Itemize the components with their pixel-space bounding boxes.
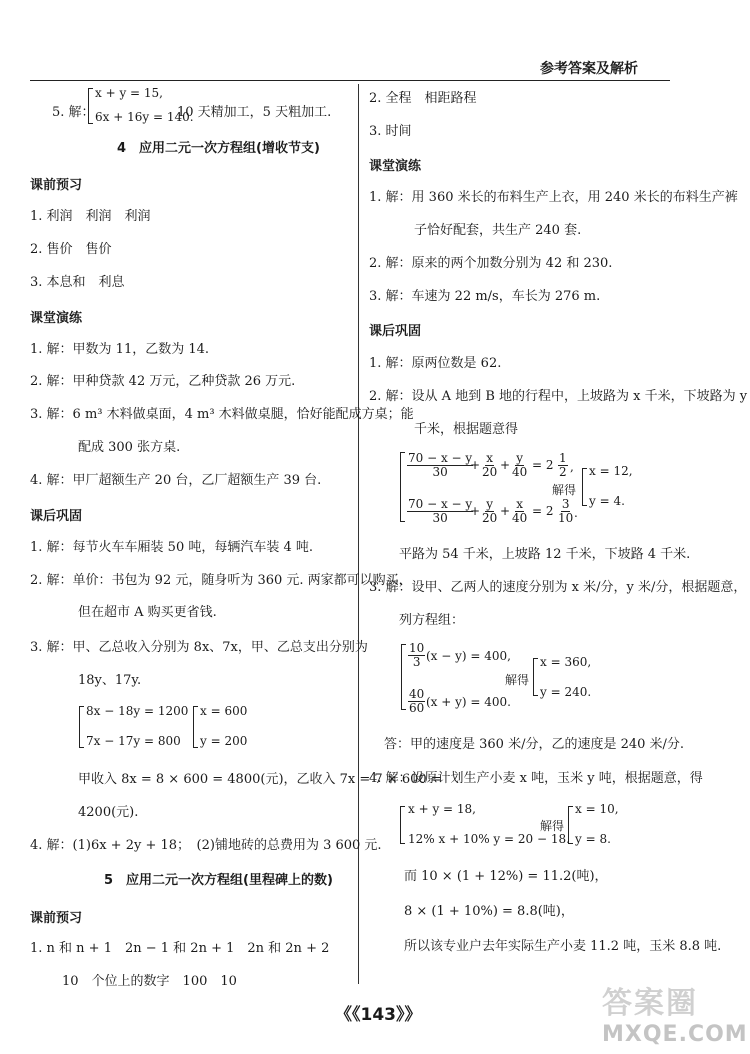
a3-income-line2: 4200(元). [78,805,139,820]
r-class-item-1-line2: 子恰好配套，共生产 240 套. [414,223,582,238]
class-item-3-line1: 3. 解：6 m³ 木料做桌面，4 m³ 木料做桌腿，恰好能配成方桌；能 [30,407,414,422]
ra2-mix2-den: 10 [558,511,574,525]
ra2-eq-2: = 2 [532,504,554,518]
ra2-sol-brace [582,468,587,506]
ra2-sol1: x = 12, [589,464,633,478]
ra2-frac1 [407,452,473,479]
page-deco-right: 》》 [396,1005,422,1025]
ra3-frac2-num: 40 [409,687,425,701]
pre-study-heading: 课前预习 [30,178,83,193]
ra2-frac1-den: 30 [432,465,448,479]
r-class-item-3: 3. 解：车速为 22 m/s，车长为 276 m. [369,289,601,304]
ra4-sol-brace [568,806,573,844]
r-item-3: 3. 时间 [369,124,412,139]
page-number-text: 143 [360,1005,396,1025]
ra2-frac5 [482,498,497,525]
ra2-frac6 [512,498,527,525]
ra4-eq2: 12% x + 10% y = 20 − 18. [408,832,570,846]
ra2-frac1-num: 70 − x − y [408,451,473,465]
ra2-frac6-den: 40 [512,511,528,525]
a3-eq2: 7x − 17y = 800 [86,734,181,748]
section-5-title: 5 应用二元一次方程组(里程碑上的数) [104,873,333,888]
ra2-frac4 [407,498,473,525]
a3-eq1: 8x − 18y = 1200 [86,704,189,718]
ra4-sol1: x = 10, [575,802,619,816]
header-title: 参考答案及解析 [540,61,638,77]
ra2-frac2-den: 20 [482,465,498,479]
pre-study-heading-2: 课前预习 [30,911,83,926]
ra2-period: . [574,506,578,520]
q5-label: 5. 解： [52,105,95,120]
section-4-title: 4 应用二元一次方程组(增收节支) [117,141,320,156]
ra2-result: 平路为 54 千米，上坡路 12 千米，下坡路 4 千米. [399,547,691,562]
after-item-3-line2: 18y、17y. [78,673,142,688]
after-item-2-line1: 2. 解：单价：书包为 92 元，随身听为 360 元. 两家都可以购买， [30,573,412,588]
page-deco-left: 《《 [335,1005,361,1025]
watermark [602,978,748,1050]
ra4-solve-label: 解得 [540,819,565,833]
ra2-frac5-den: 20 [482,511,498,525]
watermark-cn: 答案圈 [602,986,698,1021]
a3-eq-brace [79,706,84,748]
section5-pre-item-1: 1. n 和 n + 1 2n − 1 和 2n + 1 2n 和 2n + 2 [30,941,330,956]
ra2-mix1-num: 1 [559,451,567,465]
header-rule [30,80,670,81]
ra3-frac1-num: 10 [409,641,425,655]
ra2-comma: , [570,460,574,474]
ra2-frac2 [482,452,497,479]
ra4-eq1: x + y = 18, [408,802,476,816]
r-class-item-2: 2. 解：原来的两个加数分别为 42 和 230. [369,256,613,271]
class-item-1: 1. 解：甲数为 11，乙数为 14. [30,342,210,357]
q5-eq1: x + y = 15, [95,86,163,100]
class-item-3-line2: 配成 300 张方桌. [78,440,181,455]
r-after-item-4-line1: 4. 解：设原计划生产小麦 x 吨，玉米 y 吨，根据题意，得 [369,771,703,786]
after-item-2-line2: 但在超市 A 购买更省钱. [78,605,217,620]
ra2-frac3-den: 40 [512,465,528,479]
ra3-sol2: y = 240. [540,685,592,699]
ra2-frac4-den: 30 [432,511,448,525]
class-item-4: 4. 解：甲厂超额生产 20 台，乙厂超额生产 39 台. [30,473,322,488]
r-after-item-1: 1. 解：原两位数是 62. [369,356,502,371]
after-item-1: 1. 解：每节火车车厢装 50 吨，每辆汽车装 4 吨. [30,540,314,555]
ra2-plus-1: + [470,458,481,472]
section5-pre-item-1-cont: 10 个位上的数字 100 10 [62,974,237,989]
after-class-heading: 课后巩固 [30,509,83,524]
ra2-plus-3: + [470,504,481,518]
ra2-frac3 [512,452,527,479]
r-after-item-3-line1: 3. 解：设甲、乙两人的速度分别为 x 米/分，y 米/分，根据题意， [369,580,747,595]
ra4-calc2: 8 × (1 + 10%) = 8.8(吨)， [404,904,574,919]
r-after-class-heading: 课后巩固 [369,324,422,339]
r-class-item-1-line1: 1. 解：用 360 米长的布料生产上衣，用 240 米长的布料生产裤 [369,190,738,205]
ra2-frac5-num: y [486,497,494,511]
ra4-eq-brace [400,806,405,844]
ra2-eq-brace [400,452,405,522]
ra2-solve-label: 解得 [552,483,577,497]
ra2-mix1-den: 2 [559,465,567,479]
page-number [335,1000,422,1025]
ra4-sol2: y = 8. [575,832,611,846]
after-item-3-line1: 3. 解：甲、乙总收入分别为 8x、7x，甲、乙总支出分别为 [30,640,368,655]
pre-item-1: 1. 利润 利润 利润 [30,209,151,224]
ra4-calc1: 而 10 × (1 + 12%) = 11.2(吨)， [404,869,608,884]
a3-income-line1: 甲收入 8x = 8 × 600 = 4800(元)，乙收入 7x = 7 × 600 = [78,772,442,787]
r-after-item-2-line1: 2. 解：设从 A 地到 B 地的行程中，上坡路为 x 千米，下坡路为 y [369,389,748,404]
ra3-sol1: x = 360, [540,655,592,669]
ra2-plus-2: + [500,458,511,472]
ra2-mix2-num: 3 [561,497,570,511]
ra2-frac6-num: x [516,497,524,511]
q5-brace [88,88,93,124]
ra2-frac2-num: x [486,451,494,465]
ra3-answer: 答：甲的速度是 360 米/分，乙的速度是 240 米/分. [384,737,685,752]
watermark-en: MXQE.COM [602,1022,748,1047]
ra3-solve-label: 解得 [505,673,530,687]
pre-item-3: 3. 本息和 利息 [30,275,125,290]
a3-sol-brace [193,706,198,748]
ra2-mix1 [558,452,568,479]
a3-sol2: y = 200 [200,734,248,748]
ra2-plus-4: + [500,504,511,518]
class-practice-heading: 课堂演练 [30,311,83,326]
ra3-frac1-den: 3 [412,655,421,669]
ra3-eq2-rest: (x + y) = 400. [426,695,511,709]
ra2-frac4-num: 70 − x − y [408,497,473,511]
q5-eq2: 6x + 16y = 140. [95,110,194,124]
r-class-practice-heading: 课堂演练 [369,159,422,174]
r-item-2: 2. 全程 相距路程 [369,91,477,106]
q5-answer: 10 天精加工，5 天粗加工. [177,105,332,120]
ra2-mix2 [558,498,573,525]
class-item-2: 2. 解：甲种贷款 42 万元，乙种贷款 26 万元. [30,374,296,389]
ra3-frac2-den: 60 [409,701,425,715]
ra3-sol-brace [533,658,538,696]
r-after-item-3-line2: 列方程组： [399,613,465,628]
pre-item-2: 2. 售价 售价 [30,242,112,257]
ra3-frac2 [408,688,425,715]
r-after-item-2-line2: 千米，根据题意得 [414,422,519,437]
ra3-eq1-rest: (x − y) = 400, [426,649,511,663]
ra2-frac3-num: y [516,451,524,465]
ra3-eq-brace [401,644,406,710]
a3-sol1: x = 600 [200,704,248,718]
ra3-frac1 [408,642,425,669]
ra4-conclusion: 所以该专业户去年实际生产小麦 11.2 吨，玉米 8.8 吨. [404,939,722,954]
after-item-4: 4. 解：(1)6x + 2y + 18； (2)铺地砖的总费用为 3 600 元. [30,838,382,853]
ra2-eq-1: = 2 [532,458,554,472]
ra2-sol2: y = 4. [589,494,625,508]
